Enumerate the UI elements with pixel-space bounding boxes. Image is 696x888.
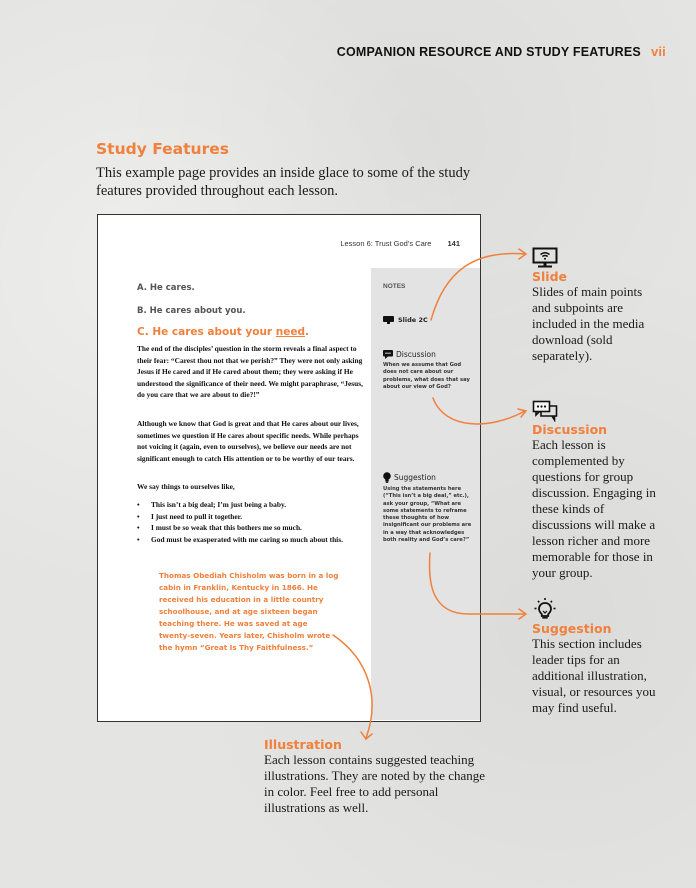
note-suggestion-head bbox=[383, 472, 473, 483]
note-suggestion bbox=[383, 472, 473, 544]
arrow-suggestion-head bbox=[519, 609, 526, 619]
outline-point-c-prefix: C. He cares about your bbox=[137, 326, 276, 338]
outline-point-c-suffix: . bbox=[305, 326, 309, 338]
bullet-item: • God must be exasperated with me caring so much about this. bbox=[137, 534, 367, 546]
note-discussion-title: Discussion bbox=[396, 350, 436, 359]
arrow-slide-head bbox=[519, 249, 526, 259]
lightbulb-icon bbox=[532, 597, 558, 621]
body-paragraph: Although we know that God is great and that He cares about our lives, sometimes we question if He cares about specific needs. While perhaps not voicing it (again, even to ourselves), we believe our needs are not significant enough to catch His attention or to be worthy of our tears. bbox=[137, 419, 359, 463]
callout-suggestion bbox=[532, 597, 657, 716]
note-suggestion-title: Suggestion bbox=[394, 473, 436, 482]
bullet-list bbox=[137, 499, 367, 545]
outline-point-c bbox=[137, 326, 309, 338]
callout-discussion-title: Discussion bbox=[532, 422, 608, 437]
note-discussion-text: When we assume that God does not care about our problems, what does that say about our view of God? bbox=[383, 362, 470, 390]
note-slide bbox=[383, 316, 428, 324]
callout-discussion bbox=[532, 400, 657, 581]
outline-point-a: A. He cares. bbox=[137, 283, 195, 293]
bullet-item: • I must be so weak that this bothers me so much. bbox=[137, 522, 367, 534]
callout-discussion-text: Each lesson is complemented by questions for group discussion. Engaging in these kinds of discussions will make a lesson richer and more memorable for those in your group. bbox=[532, 437, 656, 580]
note-discussion bbox=[383, 350, 473, 391]
note-suggestion-text: Using the statements here (“This isn’t a big deal,” etc.), ask your group, “What are some statements to reframe these thoughts of how insignificant our problems are in a way that acknowledges both reality and God’s care?” bbox=[383, 486, 472, 544]
note-discussion-head bbox=[383, 350, 473, 359]
callout-slide bbox=[532, 247, 652, 364]
speech-bubbles-icon bbox=[532, 400, 558, 422]
note-slide-label: Slide 2C bbox=[398, 316, 428, 324]
outline-point-b: B. He cares about you. bbox=[137, 306, 246, 316]
sample-page bbox=[97, 214, 481, 722]
sample-page-header bbox=[340, 239, 460, 248]
lightbulb-icon bbox=[383, 472, 391, 483]
outline-point-c-blank: need bbox=[275, 326, 305, 338]
sample-page-lesson-title: Lesson 6: Trust God’s Care bbox=[340, 239, 432, 248]
callout-illustration-text: Each lesson contains suggested teaching illustrations. They are noted by the change in color. Feel free to add personal illustrations as well. bbox=[264, 752, 486, 815]
monitor-wifi-icon bbox=[532, 247, 558, 269]
callout-suggestion-text: This section includes leader tips for an additional illustration, visual, or resources you may find useful. bbox=[532, 636, 656, 715]
notes-column bbox=[371, 268, 480, 720]
intro-text: This example page provides an inside glace to some of the study features provided throughout each lesson. bbox=[96, 165, 471, 199]
illustration-text: Thomas Obediah Chisholm was born in a log cabin in Franklin, Kentucky in 1866. He received his education in a little country schoolhouse, and at age sixteen began teaching there. He was saved at age twenty-seven. Years later, Chisholm wrote the hymn “Great Is Thy Faithfulness.” bbox=[159, 571, 339, 652]
callout-illustration bbox=[264, 737, 489, 816]
callout-slide-text: Slides of main points and subpoints are included in the media download (sold separately). bbox=[532, 284, 645, 363]
callout-slide-title: Slide bbox=[532, 269, 567, 284]
running-head bbox=[337, 44, 666, 59]
sample-page-number: 141 bbox=[447, 239, 460, 248]
body-paragraph: The end of the disciples’ question in the storm reveals a final aspect to their fear: “Carest thou not that we perish?” They were not only asking Jesus if He cared and if He cared about them; they were asking if He understood the significance of their need. We might paraphrase, “Jesus, do you care that we are about to die?!” bbox=[137, 344, 363, 400]
notes-label: NOTES bbox=[383, 283, 406, 290]
callout-suggestion-title: Suggestion bbox=[532, 621, 612, 636]
bullet-item: • I just need to pull it together. bbox=[137, 511, 367, 523]
body-paragraph: We say things to ourselves like, bbox=[137, 482, 235, 491]
bullet-item: • This isn’t a big deal; I’m just being a baby. bbox=[137, 499, 367, 511]
running-head-title: COMPANION RESOURCE AND STUDY FEATURES bbox=[336, 45, 641, 59]
section-title: Study Features bbox=[96, 140, 229, 158]
discussion-icon bbox=[383, 350, 393, 359]
page-number: vii bbox=[650, 44, 666, 59]
slide-icon bbox=[383, 316, 394, 324]
callout-illustration-title: Illustration bbox=[264, 737, 342, 752]
arrow-discussion-head bbox=[518, 409, 526, 417]
